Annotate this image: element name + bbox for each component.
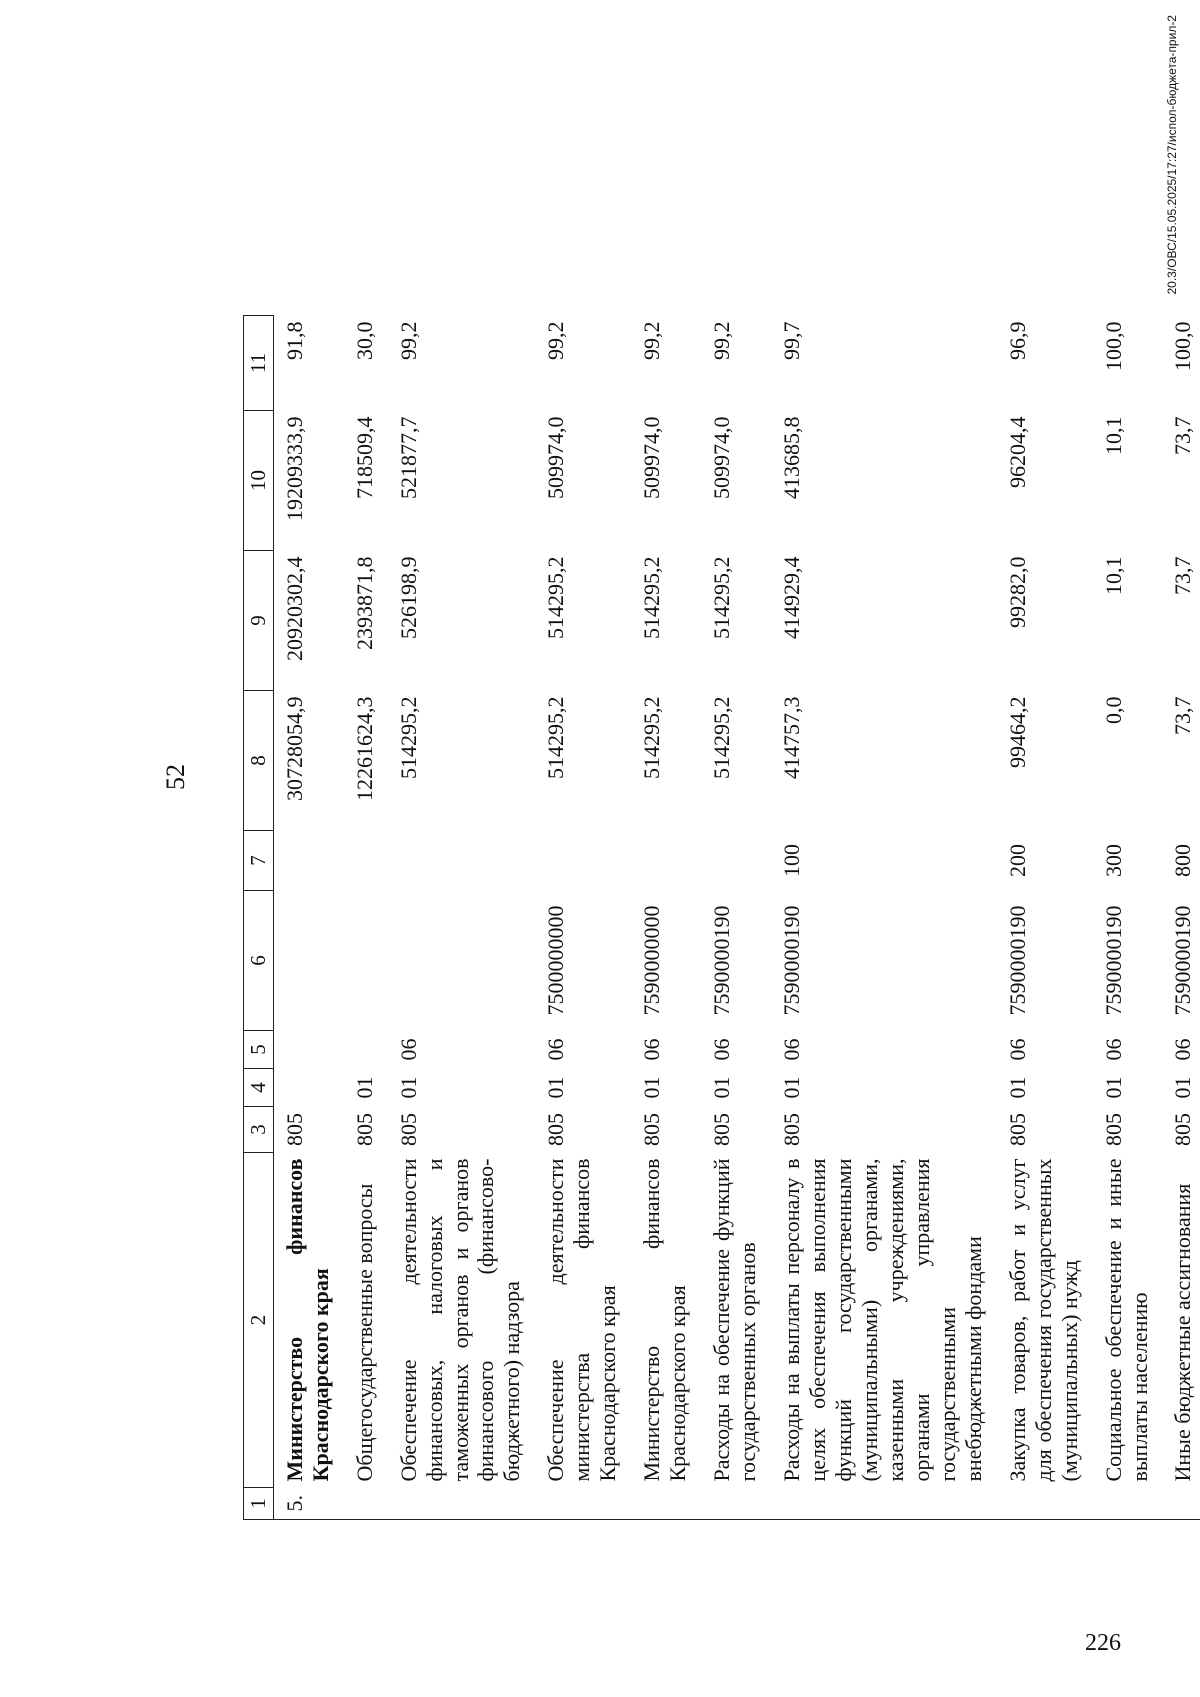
table-row <box>388 316 536 1520</box>
execution-percent: 96,9 <box>1004 321 1030 360</box>
table-row <box>1093 316 1163 1520</box>
ministry-code: 805 <box>351 1113 377 1146</box>
item-name: Общегосударственные вопросы <box>351 1183 377 1482</box>
table-row <box>535 316 631 1520</box>
section-code: 01 <box>351 1076 377 1099</box>
execution-percent: 100,0 <box>1100 321 1126 371</box>
table-row <box>701 316 771 1520</box>
subsection-code: 06 <box>543 1038 569 1061</box>
table-row <box>771 316 997 1520</box>
item-name: Расходы на обеспечение функций государственных органов <box>709 1158 761 1482</box>
target-article-code: 7500000000 <box>543 905 569 1016</box>
target-article-code <box>388 891 536 1031</box>
expense-type-code <box>273 831 343 891</box>
column-header-10: 10 <box>244 411 274 551</box>
expense-type-code: 300 <box>1100 844 1126 877</box>
subsection-code <box>344 1031 388 1069</box>
subsection-code: 06 <box>395 1038 421 1061</box>
executed-amount: 73,7 <box>1170 416 1196 455</box>
ministry-code: 805 <box>543 1113 569 1146</box>
section-code: 01 <box>395 1076 421 1099</box>
row-number <box>631 1488 701 1520</box>
column-header-7: 7 <box>244 831 274 891</box>
approved-amount: 30728054,9 <box>281 696 307 801</box>
item-name: Закупка товаров, работ и услуг для обеспечения государственных (муниципальных) нужд <box>1004 1158 1082 1482</box>
approved-amount: 514295,2 <box>543 696 569 779</box>
revised-amount: 20920302,4 <box>281 556 307 661</box>
row-number <box>701 1488 771 1520</box>
expense-type-code: 800 <box>1170 844 1196 877</box>
revised-amount: 73,7 <box>1170 556 1196 595</box>
expense-type-code <box>535 831 631 891</box>
subsection-code: 06 <box>1100 1038 1126 1061</box>
item-name: Министерство финансов Краснодарского края <box>639 1158 691 1482</box>
document-code: 20.3/ОВС/15.05.2025/17:27/испол-бюджета-прил-2 <box>1165 15 1179 295</box>
revised-amount: 414929,4 <box>779 556 805 639</box>
revised-amount: 526198,9 <box>395 556 421 639</box>
ministry-code: 805 <box>779 1113 805 1146</box>
section-code: 01 <box>709 1076 735 1099</box>
execution-percent: 100,0 <box>1170 321 1196 371</box>
row-number <box>388 1488 536 1520</box>
execution-percent: 99,2 <box>709 321 735 360</box>
subsection-code: 06 <box>709 1038 735 1061</box>
execution-percent: 30,0 <box>351 321 377 360</box>
expense-type-code <box>344 831 388 891</box>
table-body <box>273 316 1200 1520</box>
budget-table <box>243 315 1200 1520</box>
target-article-code: 7590000190 <box>709 905 735 1016</box>
subsection-code <box>273 1031 343 1069</box>
execution-percent: 99,2 <box>395 321 421 360</box>
expense-type-code <box>701 831 771 891</box>
executed-amount: 413685,8 <box>779 416 805 499</box>
executed-amount: 96204,4 <box>1004 416 1030 488</box>
executed-amount: 509974,0 <box>639 416 665 499</box>
column-header-4: 4 <box>244 1069 274 1107</box>
table-row <box>1162 316 1200 1520</box>
approved-amount: 73,7 <box>1170 696 1196 735</box>
execution-percent: 91,8 <box>281 321 307 360</box>
rotated-page <box>161 15 1196 1520</box>
row-number <box>771 1488 997 1520</box>
row-number <box>535 1488 631 1520</box>
column-header-5: 5 <box>244 1031 274 1069</box>
approved-amount: 99464,2 <box>1004 696 1030 768</box>
section-code: 01 <box>639 1076 665 1099</box>
table-row <box>631 316 701 1520</box>
item-name: Обеспечение деятельности министерства финансов Краснодарского края <box>543 1158 621 1482</box>
subsection-code: 06 <box>639 1038 665 1061</box>
section-code: 01 <box>1100 1076 1126 1099</box>
item-name: Иные бюджетные ассигнования <box>1170 1183 1196 1482</box>
section-code: 01 <box>1004 1076 1030 1099</box>
revised-amount: 514295,2 <box>639 556 665 639</box>
item-name: Обеспечение деятельности финансовых, налоговых и таможенных органов и органов финансового (финансово-бюджетного) надзора <box>395 1158 525 1482</box>
row-number <box>1093 1488 1163 1520</box>
executed-amount: 10,1 <box>1100 416 1126 455</box>
executed-amount: 19209333,9 <box>281 416 307 521</box>
approved-amount: 0,0 <box>1100 696 1126 724</box>
subsection-code: 06 <box>1170 1038 1196 1061</box>
target-article-code: 7590000190 <box>779 905 805 1016</box>
row-number <box>344 1488 388 1520</box>
item-name: Социальное обеспечение и иные выплаты населению <box>1100 1158 1152 1482</box>
approved-amount: 12261624,3 <box>351 696 377 801</box>
approved-amount: 514295,2 <box>709 696 735 779</box>
row-number: 5. <box>273 1488 343 1520</box>
column-header-2: 2 <box>244 1153 274 1488</box>
revised-amount: 99282,0 <box>1004 556 1030 628</box>
target-article-code <box>273 891 343 1031</box>
table-row <box>273 316 343 1520</box>
section-code: 01 <box>543 1076 569 1099</box>
approved-amount: 514295,2 <box>395 696 421 779</box>
ministry-code: 805 <box>639 1113 665 1146</box>
ministry-code: 805 <box>1100 1113 1126 1146</box>
revised-amount: 514295,2 <box>543 556 569 639</box>
target-article-code <box>344 891 388 1031</box>
executed-amount: 509974,0 <box>543 416 569 499</box>
column-header-3: 3 <box>244 1107 274 1153</box>
table-row <box>344 316 388 1520</box>
approved-amount: 414757,3 <box>779 696 805 779</box>
section-code <box>273 1069 343 1107</box>
target-article-code: 7590000190 <box>1170 905 1196 1016</box>
column-header-11: 11 <box>244 316 274 411</box>
subsection-code: 06 <box>1004 1038 1030 1061</box>
column-header-6: 6 <box>244 891 274 1031</box>
execution-percent: 99,7 <box>779 321 805 360</box>
executed-amount: 718509,4 <box>351 416 377 499</box>
execution-percent: 99,2 <box>543 321 569 360</box>
column-header-8: 8 <box>244 691 274 831</box>
ministry-code: 805 <box>395 1113 421 1146</box>
section-code: 01 <box>779 1076 805 1099</box>
row-number <box>997 1488 1093 1520</box>
target-article-code: 7590000190 <box>1004 905 1030 1016</box>
page-number: 52 <box>161 764 190 790</box>
item-name: Расходы на выплаты персоналу в целях обеспечения выполнения функций государственными (муниципальными) органами, казенными учреждениями, органами управления государственными внебюджетными фондами <box>779 1158 986 1482</box>
row-number <box>1162 1488 1200 1520</box>
ministry-code: 805 <box>1004 1113 1030 1146</box>
expense-type-code: 200 <box>1004 844 1030 877</box>
item-name: Министерство финансов Краснодарского края <box>281 1158 333 1482</box>
ministry-code: 805 <box>1170 1113 1196 1146</box>
subsection-code: 06 <box>779 1038 805 1061</box>
approved-amount: 514295,2 <box>639 696 665 779</box>
revised-amount: 10,1 <box>1100 556 1126 595</box>
revised-amount: 2393871,8 <box>351 556 377 650</box>
sheet-number: 226 <box>1085 1630 1121 1656</box>
executed-amount: 521877,7 <box>395 416 421 499</box>
executed-amount: 509974,0 <box>709 416 735 499</box>
revised-amount: 514295,2 <box>709 556 735 639</box>
expense-type-code: 100 <box>779 844 805 877</box>
column-header-1: 1 <box>244 1488 274 1520</box>
table-row <box>997 316 1093 1520</box>
target-article-code: 7590000000 <box>639 905 665 1016</box>
expense-type-code <box>631 831 701 891</box>
execution-percent: 99,2 <box>639 321 665 360</box>
section-code: 01 <box>1170 1076 1196 1099</box>
ministry-code: 805 <box>709 1113 735 1146</box>
column-header-9: 9 <box>244 551 274 691</box>
ministry-code: 805 <box>281 1113 307 1146</box>
table-header <box>244 316 274 1520</box>
expense-type-code <box>388 831 536 891</box>
target-article-code: 7590000190 <box>1100 905 1126 1016</box>
